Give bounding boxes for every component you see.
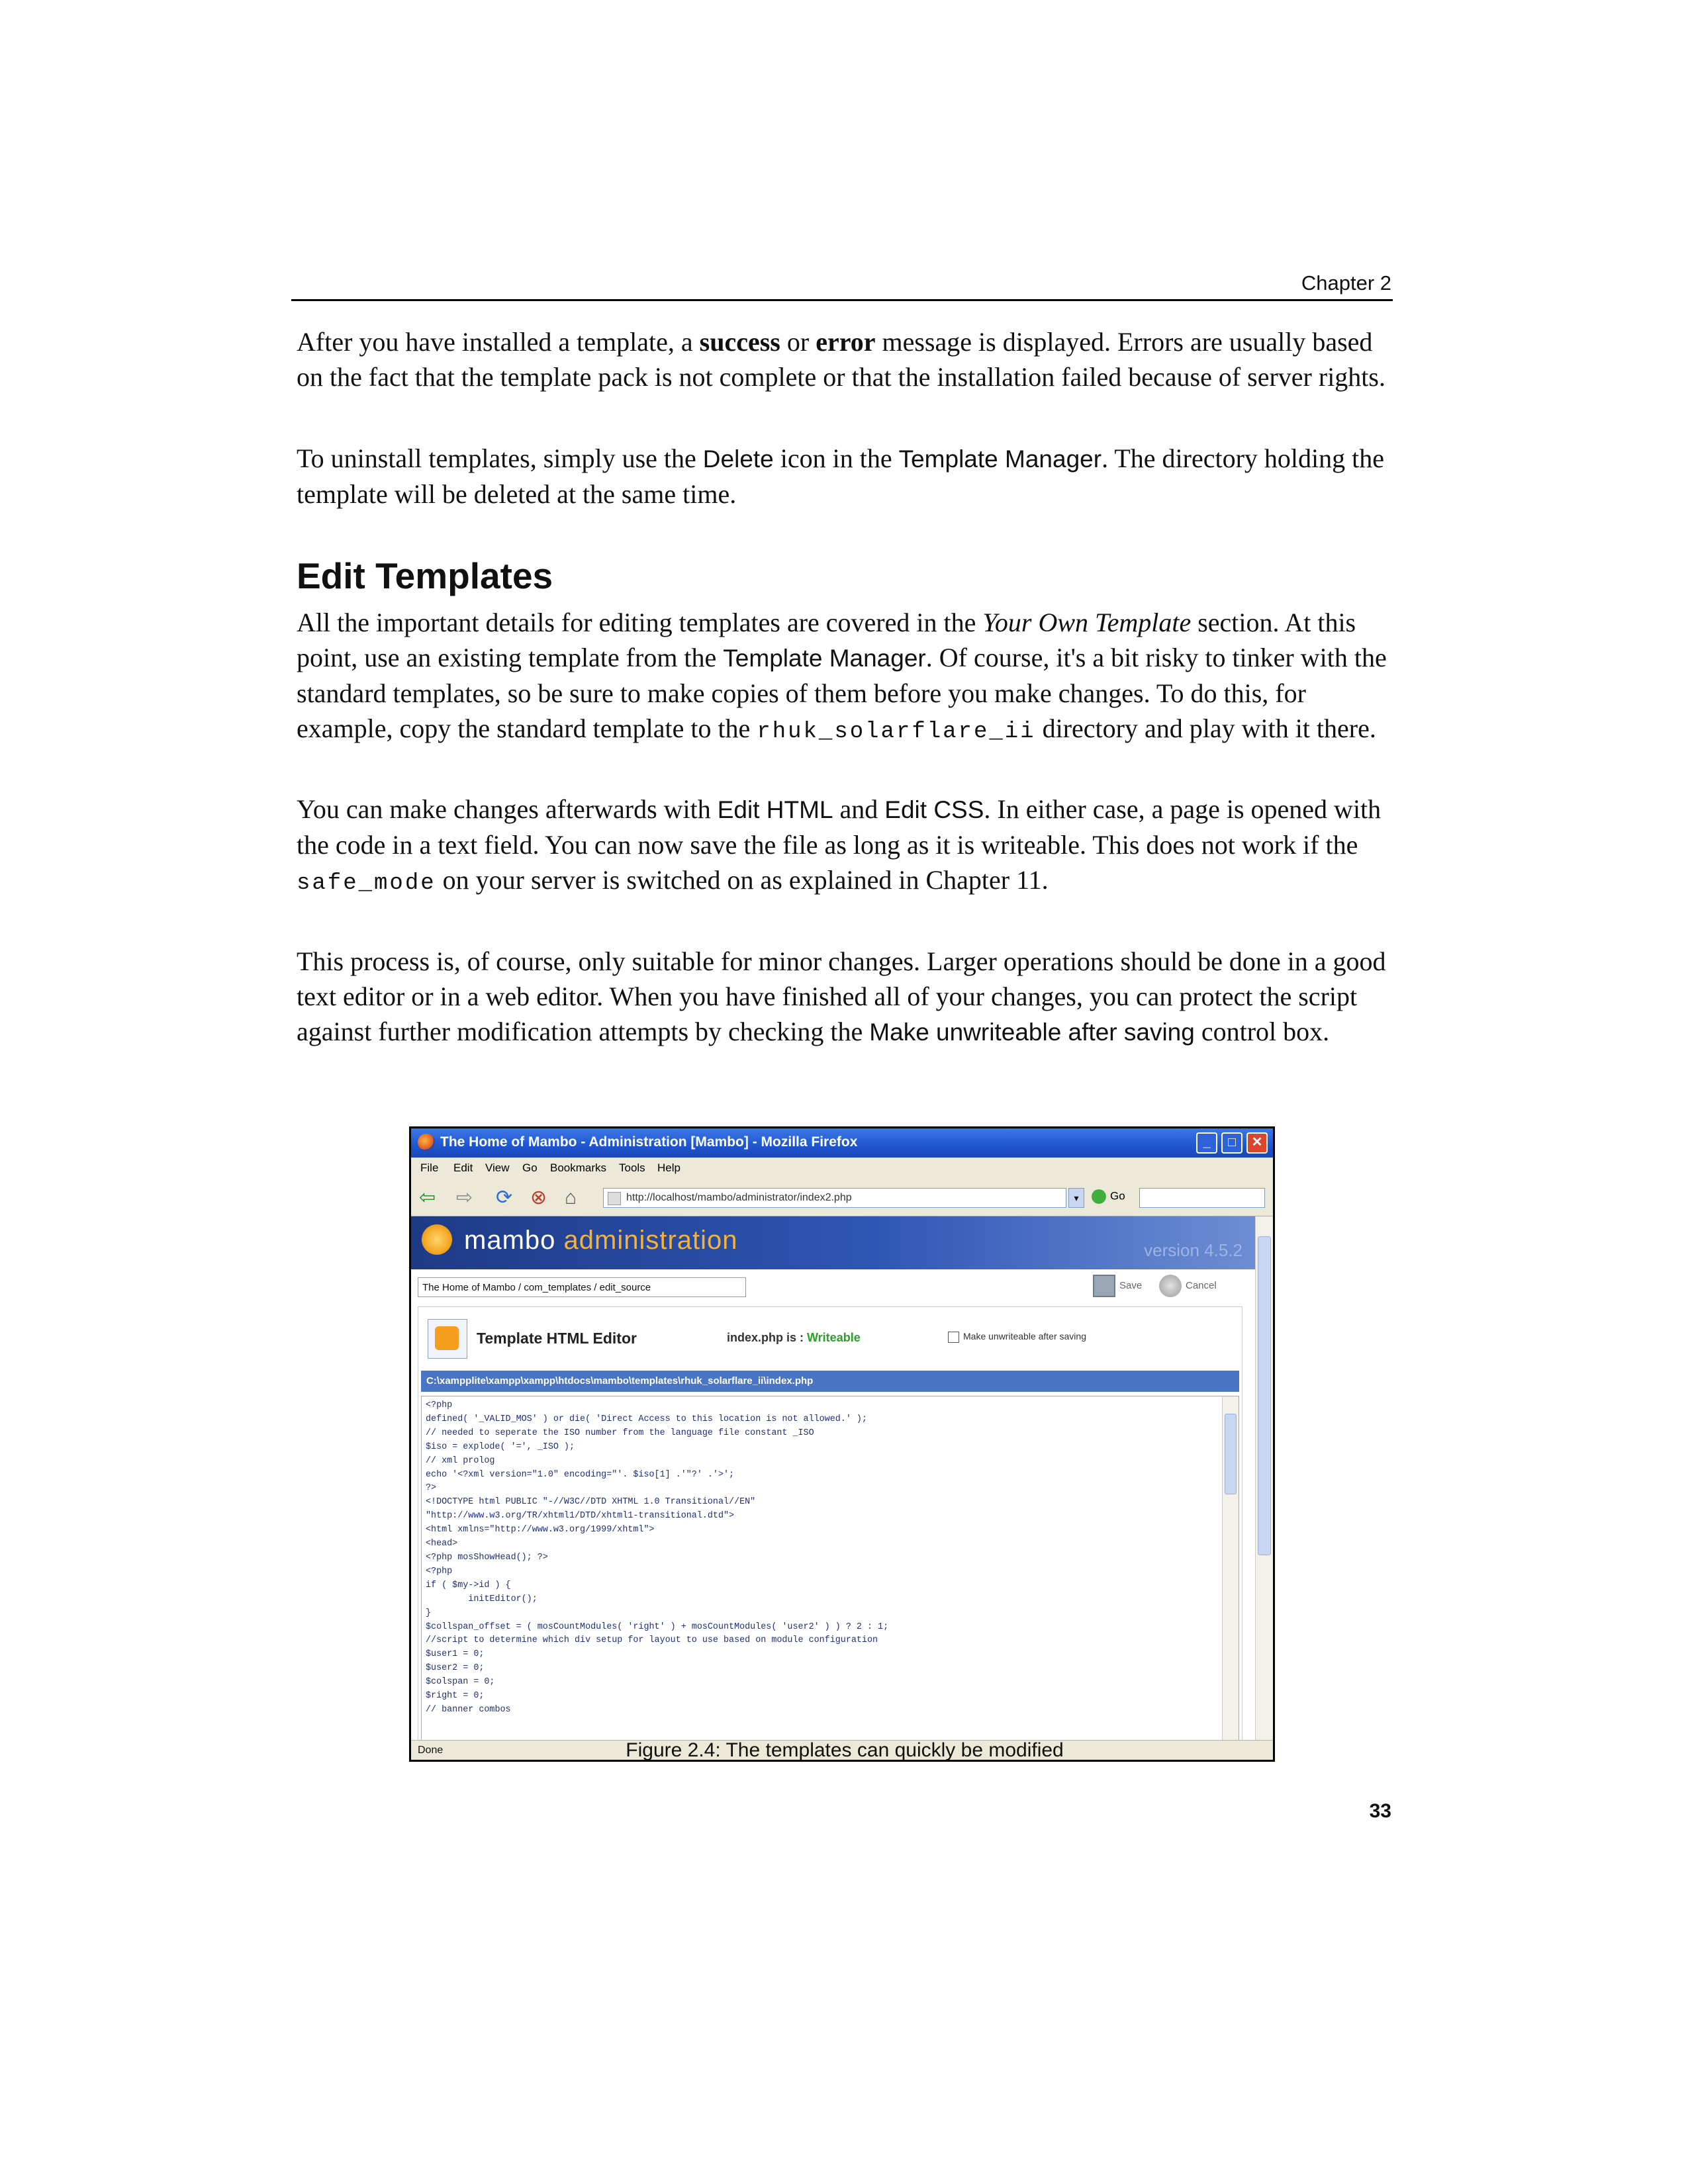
code-line: <?php mosShowHead(); ?>: [426, 1552, 548, 1563]
search-input[interactable]: [1139, 1188, 1265, 1208]
mambo-logo-icon: [422, 1224, 452, 1255]
firefox-icon: [418, 1134, 435, 1151]
code-line: defined( '_VALID_MOS' ) or die( 'Direct Access to this location is not allowed.' );: [426, 1414, 867, 1424]
status-bar: Done: [411, 1740, 1273, 1760]
go-icon: [1092, 1189, 1106, 1204]
code-line: initEditor();: [426, 1594, 538, 1604]
menu-tools[interactable]: Tools: [619, 1161, 645, 1174]
code-scroll-thumb[interactable]: [1225, 1414, 1237, 1494]
code-line: // needed to seperate the ISO number from the language file constant _ISO: [426, 1428, 814, 1438]
version-label: version 4.5.2: [1144, 1240, 1243, 1260]
running-header: Chapter 2: [1301, 271, 1391, 295]
code-scrollbar[interactable]: [1222, 1396, 1239, 1762]
code-line: $iso = explode( '=', _ISO );: [426, 1441, 575, 1452]
menu-bar: [411, 1158, 1273, 1181]
paragraph-edit-details: All the important details for editing templates are covered in the Your Own Template section. At this point, use an existing template from the Template Manager. Of course, it's a bit risky to tinker with the standard templates, so be sure to make copies of them before you make changes. To do this, for example, copy the standard template to the rhuk_solarflare_ii directory and play with it there.: [297, 608, 1387, 745]
menu-file[interactable]: File: [420, 1161, 439, 1174]
code-line: if ( $my->id ) {: [426, 1580, 511, 1590]
page-number: 33: [1369, 1800, 1391, 1822]
checkbox-icon: [948, 1332, 959, 1343]
code-line: <?php: [426, 1400, 453, 1410]
code-line: }: [426, 1608, 432, 1618]
stop-icon[interactable]: ⊗: [530, 1187, 547, 1208]
page-content: [411, 1216, 1256, 1740]
page-scroll-thumb[interactable]: [1258, 1236, 1271, 1555]
close-icon[interactable]: ✕: [1246, 1132, 1268, 1154]
code-line: $right = 0;: [426, 1691, 485, 1702]
menu-edit[interactable]: Edit: [453, 1161, 473, 1174]
paragraph-edit-html-css: You can make changes afterwards with Edit HTML and Edit CSS. In either case, a page is opened with the code in a text field. You can now save the file as long as it is writeable. This does not work if the safe_mode on your server is switched on as explained in Chapter 11.: [297, 794, 1382, 896]
cancel-button[interactable]: Cancel: [1159, 1275, 1217, 1297]
code-line: <!DOCTYPE html PUBLIC "-//W3C//DTD XHTML 1.0 Transitional//EN": [426, 1497, 756, 1508]
window-titlebar: [411, 1128, 1273, 1158]
code-line: $user1 = 0;: [426, 1649, 485, 1660]
header-rule: [291, 299, 1393, 301]
figure-caption: Figure 2.4: The templates can quickly be modified: [626, 1739, 1064, 1761]
code-line: // banner combos: [426, 1704, 511, 1715]
maximize-icon[interactable]: □: [1221, 1132, 1243, 1154]
figure-screenshot: [409, 1126, 1275, 1762]
url-text: http://localhost/mambo/administrator/index2.php: [626, 1192, 852, 1203]
code-line: echo '<?xml version="1.0" encoding="'. $iso[1] .'"?' .'>';: [426, 1469, 735, 1480]
make-unwriteable-checkbox[interactable]: Make unwriteable after saving: [948, 1331, 1086, 1343]
code-line: // xml prolog: [426, 1455, 495, 1466]
url-input[interactable]: [603, 1188, 1066, 1208]
reload-icon[interactable]: ⟳: [496, 1187, 513, 1208]
code-line: ?>: [426, 1483, 437, 1494]
menu-help[interactable]: Help: [657, 1161, 680, 1174]
template-editor-panel: [418, 1306, 1243, 1762]
code-line: "http://www.w3.org/TR/xhtml1/DTD/xhtml1-transitional.dtd">: [426, 1511, 735, 1522]
cancel-icon: [1159, 1275, 1182, 1297]
code-line: $user2 = 0;: [426, 1663, 485, 1674]
minimize-icon[interactable]: _: [1196, 1132, 1217, 1154]
code-line: <head>: [426, 1539, 458, 1549]
code-textarea[interactable]: [421, 1396, 1239, 1762]
code-lines: [426, 1399, 1216, 1717]
go-button[interactable]: [1092, 1189, 1125, 1204]
code-line: <?php: [426, 1566, 453, 1576]
paragraph-uninstall: To uninstall templates, simply use the Delete icon in the Template Manager. The directory holding the template will be deleted at the same time.: [297, 443, 1384, 509]
forward-icon[interactable]: ⇨: [456, 1187, 473, 1208]
code-line: <html xmlns="http://www.w3.org/1999/xhtml">: [426, 1525, 655, 1535]
file-path-bar: C:\xampplite\xampp\xampp\htdocs\mambo\templates\rhuk_solarflare_ii\index.php: [421, 1371, 1239, 1392]
paragraph-install-message: After you have installed a template, a success or error message is displayed. Errors are usually based on the fact that the template pack is not complete or that the installation failed because of server rights.: [297, 327, 1385, 392]
section-heading: Edit Templates: [297, 555, 553, 596]
banner-title: mambo administration: [464, 1226, 738, 1255]
editor-title: Template HTML Editor: [477, 1330, 637, 1347]
code-line: $colspan = 0;: [426, 1677, 495, 1688]
window-title: The Home of Mambo - Administration [Mambo] - Mozilla Firefox: [440, 1134, 858, 1150]
home-icon[interactable]: ⌂: [565, 1187, 577, 1208]
save-icon: [1093, 1275, 1115, 1297]
page-icon: [608, 1192, 621, 1205]
navigation-toolbar: [411, 1180, 1273, 1216]
menu-view[interactable]: View: [485, 1161, 510, 1174]
code-line: $collspan_offset = ( mosCountModules( 'right' ) + mosCountModules( 'user2' ) ) ? 2 : 1;: [426, 1621, 889, 1632]
code-line: //script to determine which div setup for layout to use based on module configuration: [426, 1635, 878, 1646]
url-dropdown-icon[interactable]: ▾: [1068, 1188, 1084, 1208]
menu-go[interactable]: Go: [522, 1161, 538, 1174]
page-scrollbar[interactable]: [1255, 1216, 1273, 1740]
breadcrumb: The Home of Mambo / com_templates / edit_source: [418, 1277, 746, 1297]
save-button[interactable]: Save: [1093, 1275, 1142, 1297]
mambo-banner: [411, 1216, 1256, 1269]
go-label: Go: [1110, 1189, 1125, 1203]
file-status: index.php is : Writeable: [727, 1331, 861, 1344]
paragraph-minor-changes: This process is, of course, only suitable for minor changes. Larger operations should be done in a good text editor or in a web editor. When you have finished all of your changes, you can protect the script against further modification attempts by checking the Make unwriteable after saving control box.: [297, 946, 1386, 1046]
back-icon[interactable]: ⇦: [419, 1187, 436, 1208]
template-editor-icon: [428, 1319, 467, 1359]
menu-bookmarks[interactable]: Bookmarks: [550, 1161, 607, 1174]
